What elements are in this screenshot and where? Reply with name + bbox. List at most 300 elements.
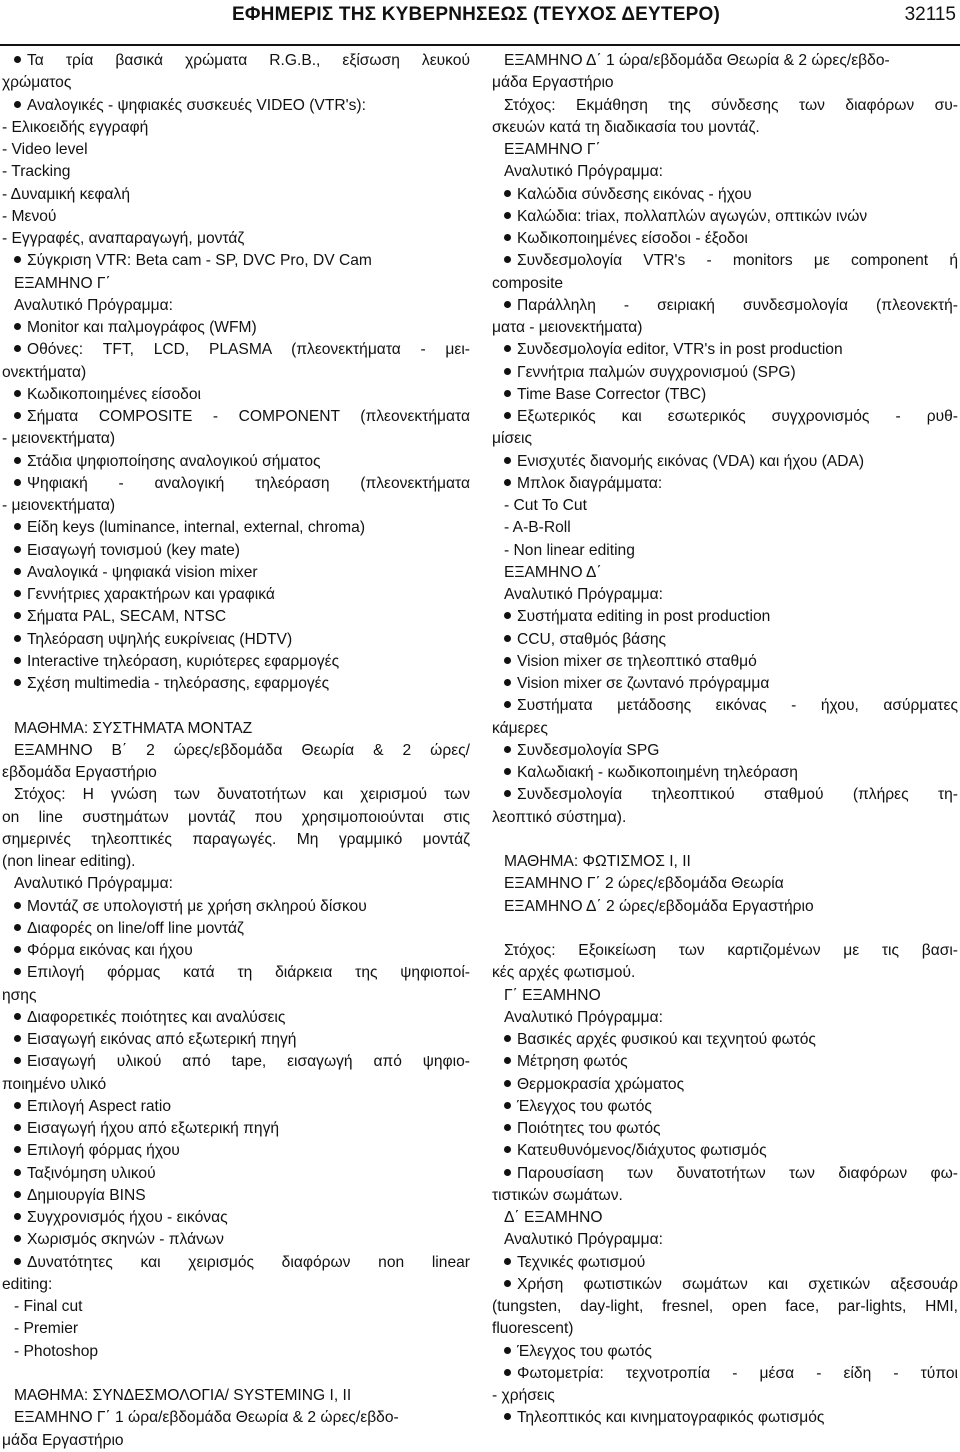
bullet-list-item bbox=[2, 406, 470, 428]
bullet-icon bbox=[504, 256, 511, 263]
bullet-list-item bbox=[492, 473, 958, 495]
bullet-list-item bbox=[2, 1051, 470, 1073]
bullet-list-item bbox=[492, 362, 958, 384]
line-text: σκευών κατά τη διαδικασία του μοντάζ. bbox=[492, 118, 760, 136]
line-text: CCU, σταθμός βάσης bbox=[517, 630, 667, 648]
bullet-icon bbox=[14, 1057, 21, 1064]
line-text: - Final cut bbox=[14, 1298, 83, 1315]
bullet-icon bbox=[504, 1347, 511, 1354]
text-line bbox=[492, 873, 958, 895]
line-text: fluorescent) bbox=[492, 1320, 574, 1338]
bullet-list-item bbox=[2, 451, 470, 473]
line-text: - Ελικοειδής εγγραφή bbox=[2, 118, 149, 136]
text-line bbox=[492, 72, 958, 94]
text-line bbox=[492, 117, 958, 139]
text-line bbox=[492, 896, 958, 918]
bullet-icon bbox=[14, 256, 21, 263]
line-text: Στόχος: Η γνώση των δυνατοτήτων και χειρισμού των bbox=[14, 786, 470, 804]
text-line bbox=[2, 1385, 470, 1407]
line-text: - A-B-Roll bbox=[504, 519, 571, 537]
text-line bbox=[2, 273, 470, 295]
bullet-list-item bbox=[2, 918, 470, 940]
text-line bbox=[492, 139, 958, 161]
line-text: Εισαγωγή υλικού από tape, εισαγωγή από ψηφιο- bbox=[27, 1053, 470, 1071]
line-text: Συνδεσμολογία SPG bbox=[517, 741, 660, 759]
bullet-list-item bbox=[492, 451, 958, 473]
line-text: Σήματα COMPOSITE - COMPONENT (πλεονεκτήματα bbox=[27, 408, 470, 425]
bullet-icon bbox=[14, 635, 21, 642]
line-text: Οθόνες: TFT, LCD, PLASMA (πλεονεκτήματα - μει- bbox=[27, 341, 470, 359]
line-text: Παράλληλη - σειριακή συνδεσμολογία (πλεονεκτή- bbox=[517, 296, 958, 314]
line-text: on line συστημάτων μοντάζ που χρησιμοποιούνται στις bbox=[2, 808, 470, 826]
bullet-list-item bbox=[492, 740, 958, 762]
bullet-list-item bbox=[492, 1341, 958, 1363]
bullet-list-item bbox=[492, 651, 958, 673]
line-text: Στόχος: Εκμάθηση της σύνδεσης των διαφόρων συ- bbox=[504, 96, 958, 114]
bullet-icon bbox=[504, 1258, 511, 1265]
line-text: ΕΞΑΜΗΝΟ Γ΄ 1 ώρα/εβδομάδα Θεωρία & 2 ώρες/εβδο- bbox=[14, 1409, 399, 1427]
line-text: Συνδεσμολογία VTR's - monitors με component ή bbox=[517, 252, 958, 270]
bullet-icon bbox=[504, 1146, 511, 1153]
bullet-list-item bbox=[492, 606, 958, 628]
bullet-icon bbox=[504, 1102, 511, 1109]
bullet-list-item bbox=[2, 651, 470, 673]
line-text: Ενισχυτές διανομής εικόνας (VDA) και ήχου (ADA) bbox=[517, 452, 865, 470]
line-text: Αναλογικές - ψηφιακές συσκευές VIDEO (VTR's): bbox=[27, 96, 366, 114]
line-text: μίσεις bbox=[492, 430, 533, 448]
bullet-list-item bbox=[2, 1096, 470, 1118]
bullet-list-item bbox=[492, 228, 958, 250]
line-text: Διαφορετικές ποιότητες και αναλύσεις bbox=[27, 1008, 286, 1026]
line-text: Φωτομετρία: τεχνοτροπία - μέσα - είδη - τύποι bbox=[517, 1364, 958, 1382]
bullet-list-item bbox=[2, 95, 470, 117]
bullet-icon bbox=[14, 323, 21, 330]
line-text: ΕΞΑΜΗΝΟ Δ΄ 1 ώρα/εβδομάδα Θεωρία & 2 ώρες/εβδο- bbox=[504, 52, 890, 69]
bullet-list-item bbox=[2, 584, 470, 606]
line-text: Εισαγωγή τονισμού (key mate) bbox=[27, 541, 240, 559]
line-text: ΜΑΘΗΜΑ: ΦΩΤΙΣΜΟΣ I, II bbox=[504, 853, 691, 870]
line-text: ΕΞΑΜΗΝΟ Δ΄ bbox=[504, 563, 602, 581]
bullet-icon bbox=[504, 1080, 511, 1087]
bullet-icon bbox=[504, 679, 511, 686]
line-text: Επιλογή Aspect ratio bbox=[27, 1097, 171, 1115]
line-text: Στάδια ψηφιοποίησης αναλογικού σήματος bbox=[27, 452, 321, 470]
bullet-list-item bbox=[492, 762, 958, 784]
bullet-icon bbox=[504, 1280, 511, 1287]
text-line bbox=[492, 1185, 958, 1207]
line-text: composite bbox=[492, 274, 564, 292]
line-text: Vision mixer σε ζωντανό πρόγραμμα bbox=[517, 675, 770, 692]
line-text: Καλώδια: triax, πολλαπλών αγωγών, οπτικών ινών bbox=[517, 207, 868, 225]
bullet-list-item bbox=[492, 695, 958, 717]
bullet-icon bbox=[14, 1102, 21, 1109]
line-text: Γεννήτρια παλμών συγχρονισμού (SPG) bbox=[517, 363, 796, 381]
bullet-list-item bbox=[492, 1074, 958, 1096]
line-text: Vision mixer σε τηλεοπτικό σταθμό bbox=[517, 652, 757, 670]
bullet-list-item bbox=[492, 1140, 958, 1162]
bullet-list-item bbox=[492, 339, 958, 361]
bullet-list-item bbox=[2, 50, 470, 72]
text-line bbox=[2, 829, 470, 851]
line-text: ΕΞΑΜΗΝΟ Β΄ 2 ώρες/εβδομάδα Θεωρία & 2 ώρες/ bbox=[14, 741, 470, 759]
bullet-list-item bbox=[492, 384, 958, 406]
text-line bbox=[492, 718, 958, 740]
line-text: Χωρισμός σκηνών - πλάνων bbox=[27, 1231, 224, 1249]
text-line bbox=[2, 740, 470, 762]
bullet-icon bbox=[14, 1213, 21, 1220]
line-text: μάδα Εργαστήριο bbox=[2, 1431, 124, 1449]
line-text: Εισαγωγή ήχου από εξωτερική πηγή bbox=[27, 1120, 280, 1137]
line-text: Συστήματα editing in post production bbox=[517, 608, 771, 626]
text-line bbox=[2, 1341, 470, 1363]
line-text: κές αρχές φωτισμού. bbox=[492, 964, 636, 982]
line-text: editing: bbox=[2, 1275, 53, 1293]
bullet-icon bbox=[14, 612, 21, 619]
line-text: ΕΞΑΜΗΝΟ Δ΄ 2 ώρες/εβδομάδα Εργαστήριο bbox=[504, 897, 814, 915]
text-line bbox=[2, 784, 470, 806]
line-text: Τηλεοπτικός και κινηματογραφικός φωτισμός bbox=[517, 1409, 825, 1427]
line-text: Αναλυτικό Πρόγραμμα: bbox=[504, 586, 663, 603]
bullet-icon bbox=[504, 1413, 511, 1420]
bullet-list-item bbox=[2, 540, 470, 562]
line-text: Μπλοκ διαγράμματα: bbox=[517, 474, 663, 492]
line-text: Αναλογικά - ψηφιακά vision mixer bbox=[27, 563, 258, 581]
bullet-icon bbox=[504, 390, 511, 397]
line-text: Monitor και παλμογράφος (WFM) bbox=[27, 319, 257, 336]
bullet-list-item bbox=[492, 1252, 958, 1274]
bullet-list-item bbox=[2, 517, 470, 539]
text-line bbox=[2, 1296, 470, 1318]
line-text: Δ΄ ΕΞΑΜΗΝΟ bbox=[504, 1209, 603, 1226]
bullet-icon bbox=[14, 924, 21, 931]
line-text: Interactive τηλεόραση, κυριότερες εφαρμογές bbox=[27, 652, 340, 670]
bullet-list-item bbox=[492, 1363, 958, 1385]
text-line bbox=[492, 1296, 958, 1318]
left-column bbox=[2, 50, 470, 1452]
line-text: - χρήσεις bbox=[492, 1387, 555, 1404]
bullet-icon bbox=[504, 1035, 511, 1042]
line-text: ΕΞΑΜΗΝΟ Γ΄ bbox=[504, 141, 601, 158]
page-header bbox=[0, 0, 960, 46]
text-line bbox=[2, 184, 470, 206]
line-text: Έλεγχος του φωτός bbox=[517, 1342, 652, 1360]
bullet-list-item bbox=[492, 250, 958, 272]
line-text: - μειονεκτήματα) bbox=[2, 497, 116, 514]
line-text: Σχέση multimedia - τηλεόρασης, εφαρμογές bbox=[27, 675, 330, 692]
text-line bbox=[2, 718, 470, 740]
bullet-list-item bbox=[2, 1207, 470, 1229]
bullet-icon bbox=[504, 1169, 511, 1176]
line-text: Αναλυτικό Πρόγραμμα: bbox=[14, 296, 173, 314]
bullet-list-item bbox=[2, 1163, 470, 1185]
bullet-icon bbox=[14, 1191, 21, 1198]
line-text: Καλώδια σύνδεσης εικόνας - ήχου bbox=[517, 185, 752, 203]
bullet-list-item bbox=[2, 339, 470, 361]
line-text: Κωδικοποιημένες είσοδοι bbox=[27, 385, 201, 403]
line-text: - Non linear editing bbox=[504, 541, 635, 559]
bullet-list-item bbox=[2, 606, 470, 628]
bullet-icon bbox=[14, 345, 21, 352]
bullet-icon bbox=[504, 1124, 511, 1131]
bullet-icon bbox=[504, 479, 511, 486]
line-text: τιστικών σωμάτων. bbox=[492, 1186, 623, 1204]
bullet-icon bbox=[504, 657, 511, 664]
text-line bbox=[2, 228, 470, 250]
text-line bbox=[492, 540, 958, 562]
text-line bbox=[492, 985, 958, 1007]
line-text: Έλεγχος του φωτός bbox=[517, 1097, 652, 1115]
line-text: Επιλογή φόρμας ήχου bbox=[27, 1142, 180, 1160]
bullet-list-item bbox=[2, 562, 470, 584]
text-line bbox=[2, 985, 470, 1007]
line-text: Επιλογή φόρμας κατά τη διάρκεια της ψηφιοποί- bbox=[27, 964, 470, 982]
text-line bbox=[492, 517, 958, 539]
line-text: ΕΞΑΜΗΝΟ Γ΄ bbox=[14, 274, 111, 292]
line-text: Συγχρονισμός ήχου - εικόνας bbox=[27, 1209, 228, 1226]
text-line bbox=[492, 851, 958, 873]
bullet-icon bbox=[14, 479, 21, 486]
line-text: Συστήματα μετάδοσης εικόνας - ήχου, ασύρματες bbox=[517, 697, 958, 715]
text-line bbox=[2, 1074, 470, 1096]
bullet-list-item bbox=[2, 896, 470, 918]
line-text: Αναλυτικό Πρόγραμμα: bbox=[504, 163, 663, 181]
text-line bbox=[2, 1274, 470, 1296]
line-text: - Tracking bbox=[2, 163, 71, 181]
text-line bbox=[2, 1407, 470, 1429]
line-text: Καλωδιακή - κωδικοποιημένη τηλεόραση bbox=[517, 764, 798, 781]
line-text: Ψηφιακή - αναλογική τηλεόραση (πλεονεκτήματα bbox=[27, 474, 470, 492]
line-text: Αναλυτικό Πρόγραμμα: bbox=[504, 1008, 663, 1026]
text-line bbox=[2, 851, 470, 873]
bullet-list-item bbox=[2, 384, 470, 406]
bullet-icon bbox=[504, 368, 511, 375]
line-text: Δυνατότητες και χειρισμός διαφόρων non linear bbox=[27, 1253, 470, 1271]
text-line bbox=[2, 1430, 470, 1452]
bullet-icon bbox=[504, 301, 511, 308]
bullet-icon bbox=[14, 1146, 21, 1153]
bullet-list-item bbox=[2, 1140, 470, 1162]
bullet-icon bbox=[14, 1035, 21, 1042]
line-text: Συνδεσμολογία τηλεοπτικού σταθμού (πλήρες τη- bbox=[517, 786, 958, 804]
bullet-list-item bbox=[2, 1118, 470, 1140]
bullet-list-item bbox=[492, 784, 958, 806]
right-column bbox=[492, 50, 958, 1430]
bullet-icon bbox=[504, 790, 511, 797]
bullet-icon bbox=[14, 590, 21, 597]
line-text: Δημιουργία BINS bbox=[27, 1186, 146, 1204]
line-text: Αναλυτικό Πρόγραμμα: bbox=[504, 1231, 663, 1249]
text-line bbox=[2, 762, 470, 784]
text-line bbox=[492, 495, 958, 517]
text-line bbox=[492, 161, 958, 183]
line-text: Ποιότητες του φωτός bbox=[517, 1120, 661, 1137]
text-line bbox=[2, 117, 470, 139]
bullet-list-item bbox=[2, 962, 470, 984]
bullet-list-item bbox=[2, 1185, 470, 1207]
line-text: Είδη keys (luminance, internal, external, chroma) bbox=[27, 519, 366, 537]
text-line bbox=[492, 584, 958, 606]
text-line bbox=[2, 139, 470, 161]
bullet-list-item bbox=[2, 317, 470, 339]
line-text: Εξωτερικός και εσωτερικός συγχρονισμός - ρυθ- bbox=[517, 408, 958, 425]
bullet-icon bbox=[14, 523, 21, 530]
bullet-list-item bbox=[492, 206, 958, 228]
text-line bbox=[492, 807, 958, 829]
bullet-list-item bbox=[492, 406, 958, 428]
text-line bbox=[2, 362, 470, 384]
bullet-list-item bbox=[2, 473, 470, 495]
bullet-list-item bbox=[492, 1407, 958, 1429]
line-text: ονεκτήματα) bbox=[2, 363, 87, 381]
line-text: ΜΑΘΗΜΑ: ΣΥΝΔΕΣΜΟΛΟΓΙΑ/ SYSTEMING I, II bbox=[14, 1387, 352, 1404]
text-line bbox=[492, 317, 958, 339]
line-text: λεοπτικό σύστημα). bbox=[492, 808, 627, 826]
line-text: Διαφορές on line/off line μοντάζ bbox=[27, 919, 244, 937]
text-line bbox=[492, 940, 958, 962]
text-line bbox=[492, 962, 958, 984]
bullet-icon bbox=[14, 568, 21, 575]
bullet-list-item bbox=[2, 1229, 470, 1251]
bullet-icon bbox=[504, 746, 511, 753]
bullet-list-item bbox=[492, 1118, 958, 1140]
line-text: ΕΞΑΜΗΝΟ Γ΄ 2 ώρες/εβδομάδα Θεωρία bbox=[504, 875, 784, 893]
line-text: Γεννήτριες χαρακτήρων και γραφικά bbox=[27, 586, 275, 603]
bullet-icon bbox=[504, 1057, 511, 1064]
text-line bbox=[492, 428, 958, 450]
bullet-icon bbox=[14, 412, 21, 419]
bullet-icon bbox=[504, 635, 511, 642]
line-text: - Premier bbox=[14, 1320, 79, 1338]
text-line bbox=[492, 1318, 958, 1340]
text-line bbox=[2, 495, 470, 517]
text-line bbox=[492, 1385, 958, 1407]
text-line bbox=[2, 807, 470, 829]
bullet-list-item bbox=[2, 940, 470, 962]
bullet-list-item bbox=[492, 1029, 958, 1051]
bullet-icon bbox=[14, 56, 21, 63]
line-text: Γ΄ ΕΞΑΜΗΝΟ bbox=[504, 986, 601, 1004]
bullet-list-item bbox=[2, 1007, 470, 1029]
bullet-icon bbox=[14, 101, 21, 108]
line-text: Μοντάζ σε υπολογιστή με χρήση σκληρού δίσκου bbox=[27, 897, 367, 915]
bullet-icon bbox=[504, 345, 511, 352]
line-text: ΜΑΘΗΜΑ: ΣΥΣΤΗΜΑΤΑ ΜΟΝΤΑΖ bbox=[14, 719, 253, 737]
line-text: Θερμοκρασία χρώματος bbox=[517, 1075, 685, 1093]
line-text: ησης bbox=[2, 986, 37, 1004]
text-line bbox=[492, 50, 958, 72]
line-text: σημερινές τηλεοπτικές παραγωγές. Μη γραμμικό μοντάζ bbox=[2, 830, 470, 848]
line-text: - Δυναμική κεφαλή bbox=[2, 185, 131, 203]
line-text: Ταξινόμηση υλικού bbox=[27, 1164, 156, 1182]
text-line bbox=[2, 161, 470, 183]
line-text: Φόρμα εικόνας και ήχου bbox=[27, 942, 193, 959]
bullet-list-item bbox=[492, 1096, 958, 1118]
bullet-icon bbox=[14, 546, 21, 553]
text-line bbox=[492, 1007, 958, 1029]
bullet-list-item bbox=[492, 673, 958, 695]
line-text: χρώματος bbox=[2, 74, 72, 92]
bullet-icon bbox=[504, 1369, 511, 1376]
line-text: Στόχος: Εξοικείωση των καρτιζομένων με τις βασι- bbox=[504, 942, 958, 959]
bullet-icon bbox=[14, 1013, 21, 1020]
bullet-list-item bbox=[2, 629, 470, 651]
text-line bbox=[2, 428, 470, 450]
line-text: Κωδικοποιημένες είσοδοι - έξοδοι bbox=[517, 230, 748, 247]
text-line bbox=[2, 206, 470, 228]
gazette-title: ΕΦΗΜΕΡΙΣ ΤΗΣ ΚΥΒΕΡΝΗΣΕΩΣ (ΤΕΥΧΟΣ ΔΕΥΤΕΡΟ) bbox=[232, 4, 720, 25]
line-text: (tungsten, day-light, fresnel, open face, par-lights, HMI, bbox=[492, 1298, 958, 1315]
bullet-icon bbox=[504, 768, 511, 775]
line-text: Τα τρία βασικά χρώματα R.G.B., εξίσωση λευκού bbox=[27, 52, 470, 69]
bullet-icon bbox=[14, 679, 21, 686]
line-text: Παρουσίαση των δυνατοτήτων των διαφόρων φω- bbox=[517, 1164, 958, 1182]
text-line bbox=[492, 95, 958, 117]
line-text: Σύγκριση VTR: Beta cam - SP, DVC Pro, DV Cam bbox=[27, 252, 372, 270]
text-line bbox=[492, 1229, 958, 1251]
bullet-list-item bbox=[492, 629, 958, 651]
bullet-list-item bbox=[492, 184, 958, 206]
line-text: Συνδεσμολογία editor, VTR's in post production bbox=[517, 341, 843, 359]
bullet-icon bbox=[504, 190, 511, 197]
bullet-icon bbox=[14, 968, 21, 975]
line-text: Time Base Corrector (TBC) bbox=[517, 385, 707, 403]
bullet-icon bbox=[14, 1258, 21, 1265]
bullet-icon bbox=[504, 612, 511, 619]
paragraph-gap bbox=[2, 695, 470, 717]
text-line bbox=[492, 273, 958, 295]
bullet-list-item bbox=[2, 1252, 470, 1274]
line-text: Αναλυτικό Πρόγραμμα: bbox=[14, 875, 173, 893]
line-text: - Μενού bbox=[2, 207, 57, 225]
line-text: κάμερες bbox=[492, 719, 548, 737]
paragraph-gap bbox=[492, 918, 958, 940]
text-line bbox=[2, 295, 470, 317]
text-line bbox=[2, 873, 470, 895]
bullet-icon bbox=[504, 457, 511, 464]
line-text: Μέτρηση φωτός bbox=[517, 1053, 628, 1071]
bullet-icon bbox=[504, 701, 511, 708]
bullet-list-item bbox=[492, 295, 958, 317]
bullet-icon bbox=[14, 1235, 21, 1242]
bullet-icon bbox=[504, 212, 511, 219]
bullet-list-item bbox=[2, 673, 470, 695]
line-text: ποιημένο υλικό bbox=[2, 1075, 107, 1093]
bullet-list-item bbox=[2, 250, 470, 272]
bullet-list-item bbox=[2, 1029, 470, 1051]
page-number: 32115 bbox=[904, 4, 956, 25]
bullet-list-item bbox=[492, 1051, 958, 1073]
paragraph-gap bbox=[2, 1363, 470, 1385]
line-text: - μειονεκτήματα) bbox=[2, 430, 116, 448]
text-line bbox=[492, 1207, 958, 1229]
line-text: εβδομάδα Εργαστήριο bbox=[2, 764, 157, 781]
line-text: Τεχνικές φωτισμού bbox=[517, 1253, 646, 1271]
line-text: (non linear editing). bbox=[2, 853, 136, 870]
line-text: μάδα Εργαστήριο bbox=[492, 74, 614, 92]
bullet-icon bbox=[14, 457, 21, 464]
line-text: Τηλεόραση υψηλής ευκρίνειας (HDTV) bbox=[27, 630, 293, 648]
line-text: Σήματα PAL, SECAM, NTSC bbox=[27, 608, 227, 626]
bullet-icon bbox=[14, 1124, 21, 1131]
paragraph-gap bbox=[492, 829, 958, 851]
bullet-icon bbox=[504, 234, 511, 241]
bullet-list-item bbox=[492, 1274, 958, 1296]
line-text: Βασικές αρχές φυσικού και τεχνητού φωτός bbox=[517, 1031, 816, 1048]
bullet-icon bbox=[14, 1169, 21, 1176]
line-text: - Cut To Cut bbox=[504, 497, 587, 514]
bullet-icon bbox=[14, 902, 21, 909]
line-text: Χρήση φωτιστικών σωμάτων και σχετικών αξεσουάρ bbox=[517, 1275, 958, 1293]
